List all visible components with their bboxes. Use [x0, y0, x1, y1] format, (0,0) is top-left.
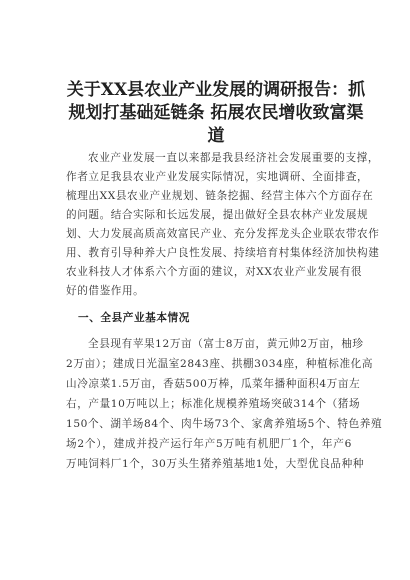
- title-line: 规划打基础延链条 拓展农民增收致富渠: [68, 103, 364, 123]
- paragraph-line: 万吨饲料厂1个，30万头生猪养殖基地1处，大型优良品种种: [66, 458, 365, 470]
- paragraph-line: 全县现有苹果12万亩（富士8万亩，黄元帅2万亩，柚珍: [88, 338, 364, 350]
- paragraph-line: 用、教育引导种养大户良性发展、持续培育村集体经济加快构建: [66, 247, 380, 259]
- paragraph-line: 山冷凉菜1.5万亩，香菇500万棒，瓜菜年播种面积4万亩左: [66, 378, 361, 390]
- paragraph-line: 农业产业发展一直以来都是我县经济社会发展重要的支撑，: [88, 152, 380, 164]
- document-title: [66, 79, 366, 148]
- paragraph-line: 梳理出XX县农业产业规划、链条挖掘、经营主体六个方面存在: [66, 190, 374, 202]
- title-line: 关于XX县农业产业发展的调研报告：抓: [66, 80, 366, 100]
- paragraph-line: 划、大力发展高质高效富民产业、充分发挥龙头企业联农带农作: [66, 228, 380, 240]
- paragraph-line: 农业科技人才体系六个方面的建议，对XX农业产业发展有很: [66, 266, 363, 278]
- section-heading: 一、全县产业基本情况: [78, 312, 190, 324]
- paragraph-line: 2万亩）；建成日光温室2843座、拱棚3034座，种植标准化高: [66, 358, 374, 370]
- paragraph-line: 的问题。结合实际和长远发展，提出做好全县农林产业发展规: [66, 209, 369, 221]
- paragraph-line: 好的借鉴作用。: [66, 285, 145, 297]
- paragraph-line: 作者立足我县农业产业发展实际情况，实地调研、全面排查，: [66, 171, 369, 183]
- paragraph-line: 场2个），建成并投产运行年产5万吨有机肥厂1个，年产6: [66, 438, 352, 450]
- paragraph-line: 右，产量10万吨以上；标准化规模养殖场突破314个（猪场: [66, 398, 361, 410]
- title-line: 道: [207, 126, 225, 146]
- paragraph-line: 150个、湖羊场84个、肉牛场73个、家禽养殖场5个、特色养殖: [66, 418, 383, 430]
